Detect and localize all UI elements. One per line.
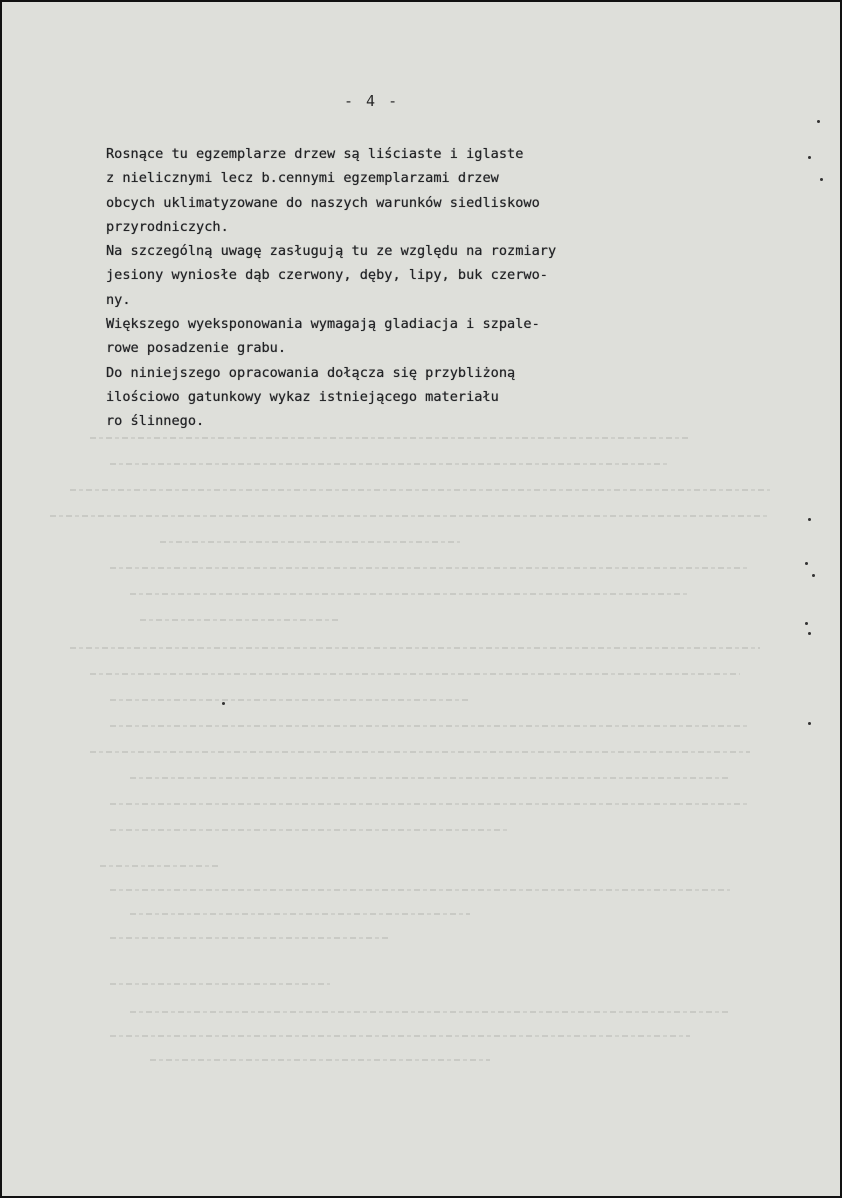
text-line: obcych uklimatyzowane do naszych warunków siedliskowo: [106, 194, 540, 211]
page-number: - 4 -: [344, 92, 400, 110]
scan-speck: [812, 574, 815, 577]
text-line: Rosnące tu egzemplarze drzew są liściaste i iglaste: [106, 146, 524, 162]
scan-speck: [817, 120, 820, 123]
text-line: Na szczególną uwagę zasługują tu ze względu na rozmiary: [106, 243, 557, 260]
typed-paragraph: [106, 142, 706, 434]
scan-speck: [808, 156, 811, 159]
text-line: Większego wyeksponowania wymagają gladiacja i szpale-: [106, 316, 540, 333]
scan-speck: [805, 562, 808, 565]
scan-speck: [805, 622, 808, 625]
text-line: Do niniejszego opracowania dołącza się przybliżoną: [106, 364, 516, 381]
scan-speck: [222, 702, 225, 705]
show-through-texture: [50, 427, 790, 1077]
text-line: ilościowo gatunkowy wykaz istniejącego materiału: [106, 388, 499, 405]
text-line: jesiony wyniosłe dąb czerwony, dęby, lipy, buk czerwo-: [106, 267, 548, 284]
scan-speck: [808, 632, 811, 635]
text-line: ro ślinnego.: [106, 413, 205, 430]
scan-speck: [820, 178, 823, 181]
text-line: z nielicznymi lecz b.cennymi egzemplarzami drzew: [106, 170, 499, 187]
scan-speck: [808, 518, 811, 521]
scan-speck: [808, 722, 811, 725]
text-line: ny.: [106, 291, 131, 308]
text-line: przyrodniczych.: [106, 218, 229, 235]
text-line: rowe posadzenie grabu.: [106, 340, 287, 357]
